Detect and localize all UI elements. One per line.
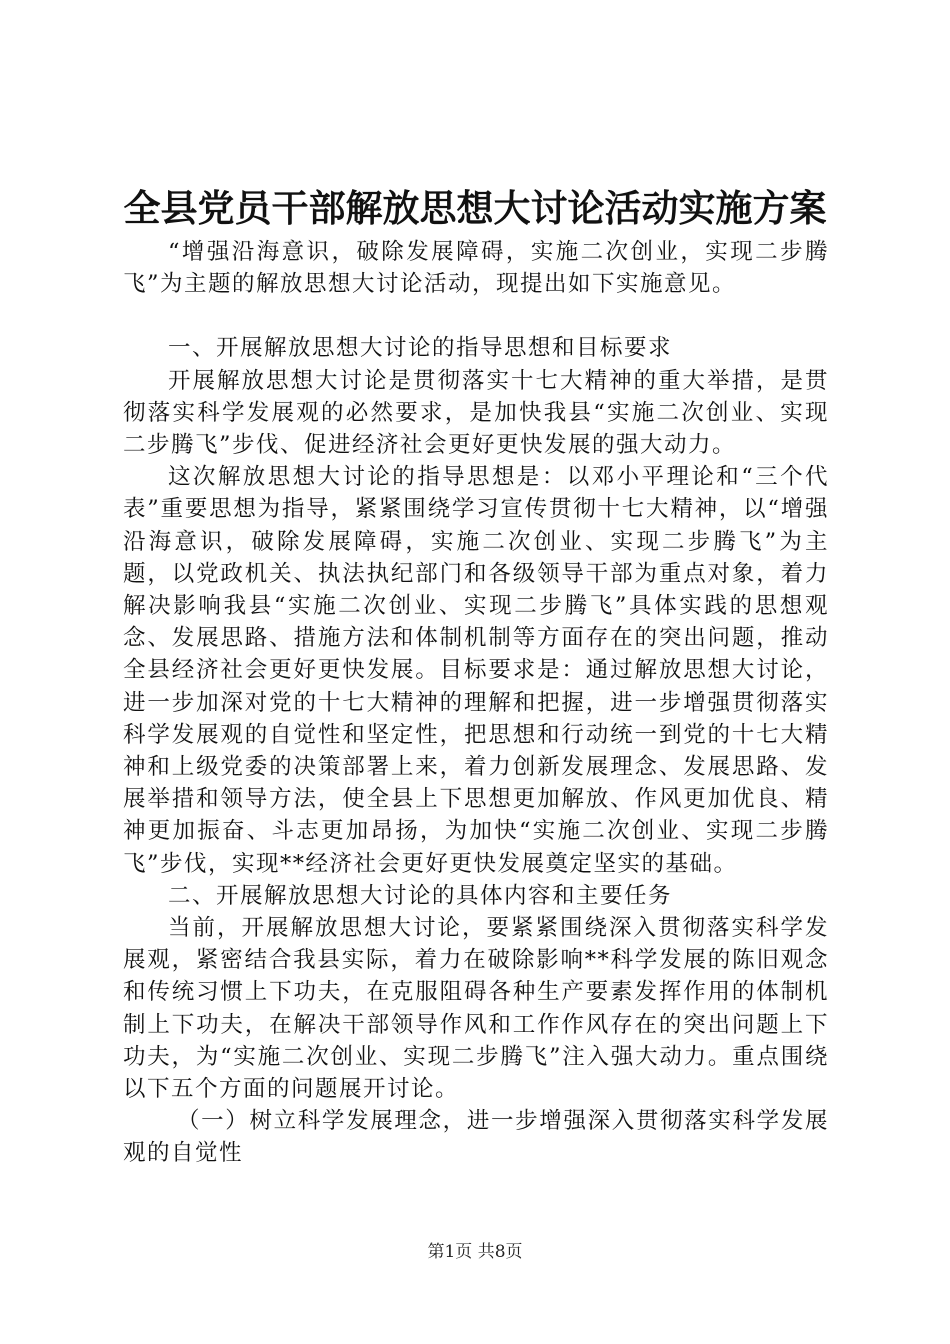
page-number-footer: 第1页 共8页 [427,1242,523,1262]
body-paragraph: 当前，开展解放思想大讨论，要紧紧围绕深入贯彻落实科学发展观，紧密结合我县实际，着力在破除影响**科学发展的陈旧观念和传统习惯上下功夫，在克服阻碍各种生产要素发挥作用的体制机制上下功夫，在解决干部领导作风和工作作风存在的突出问题上下功夫，为“实施二次创业、实现二步腾飞”注入强大动力。重点围绕以下五个方面的问题展开讨论。 [123,915,829,1103]
document-body [123,236,829,1170]
subsection-heading-1: （一）树立科学发展理念，进一步增强深入贯彻落实科学发展观的自觉性 [123,1108,829,1167]
section-heading-1: 一、开展解放思想大讨论的指导思想和目标要求 [168,335,673,362]
body-paragraph: 开展解放思想大讨论是贯彻落实十七大精神的重大举措，是贯彻落实科学发展观的必然要求，是加快我县“实施二次创业、实现二步腾飞”步伐、促进经济社会更好更快发展的强大动力。 [123,367,829,459]
section-heading-2: 二、开展解放思想大讨论的具体内容和主要任务 [168,882,673,909]
body-paragraph: 这次解放思想大讨论的指导思想是：以邓小平理论和“三个代表”重要思想为指导，紧紧围绕学习宣传贯彻十七大精神，以“增强沿海意识，破除发展障碍，实施二次创业、实现二步腾飞”为主题，以党政机关、执法执纪部门和各级领导干部为重点对象，着力解决影响我县“实施二次创业、实现二步腾飞”具体实践的思想观念、发展思路、措施方法和体制机制等方面存在的突出问题，推动全县经济社会更好更快发展。目标要求是：通过解放思想大讨论，进一步加深对党的十七大精神的理解和把握，进一步增强贯彻落实科学发展观的自觉性和坚定性，把思想和行动统一到党的十七大精神和上级党委的决策部署上来，着力创新发展理念、发展思路、发展举措和领导方法，使全县上下思想更加解放、作风更加优良、精神更加振奋、斗志更加昂扬，为加快“实施二次创业、实现二步腾飞”步伐，实现**经济社会更好更快发展奠定坚实的基础。 [123,464,829,877]
intro-paragraph: “增强沿海意识，破除发展障碍，实施二次创业，实现二步腾飞”为主题的解放思想大讨论活动，现提出如下实施意见。 [123,239,829,298]
document-title: 全县党员干部解放思想大讨论活动实施方案 [123,186,827,230]
